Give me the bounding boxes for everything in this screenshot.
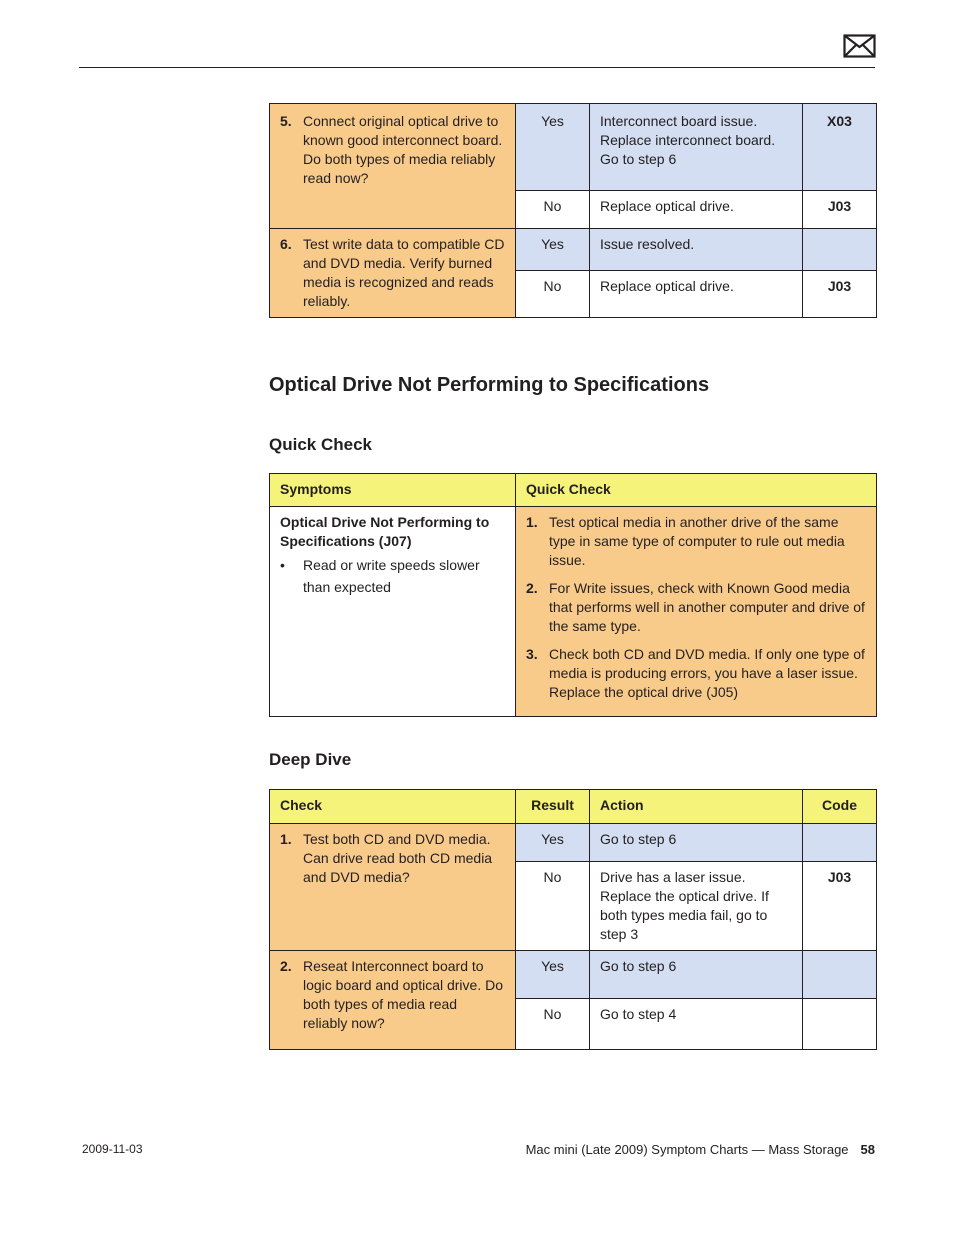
- quick-check-table: [269, 473, 877, 717]
- check-cell: [270, 229, 516, 318]
- code-cell: J03: [803, 862, 877, 951]
- deep-dive-heading: Deep Dive: [269, 750, 352, 769]
- step-text: Reseat Interconnect board to logic board and optical drive. Do both types of media read reliably now?: [303, 958, 504, 1031]
- step-text: Test write data to compatible CD and DVD media. Verify burned media is recognized and reads reliably.: [303, 236, 505, 309]
- list-item: [526, 579, 866, 636]
- symptom-text: Read or write speeds slower than expected: [303, 557, 480, 595]
- bullet: •: [280, 557, 285, 573]
- quick-check-steps: [516, 507, 877, 717]
- symptom-title: Optical Drive Not Performing to Specifications (J07): [280, 514, 490, 549]
- page-number: 58: [860, 1142, 875, 1157]
- result-cell: Yes: [516, 824, 590, 862]
- result-header: Result: [516, 790, 590, 824]
- action-header: Action: [590, 790, 803, 824]
- action-cell: Interconnect board issue. Replace interconnect board. Go to step 6: [590, 104, 803, 191]
- section-title: Optical Drive Not Performing to Specifications: [269, 374, 710, 396]
- step-text: Test both CD and DVD media. Can drive read both CD media and DVD media?: [303, 831, 493, 885]
- check-header: Check: [270, 790, 516, 824]
- step-number: 5.: [280, 113, 292, 129]
- action-cell: Go to step 6: [590, 951, 803, 999]
- footer: [526, 1142, 875, 1157]
- step-number: 1.: [280, 831, 292, 847]
- symptoms-header: Symptoms: [270, 474, 516, 507]
- step-number: 2.: [280, 958, 292, 974]
- code-cell: [803, 824, 877, 862]
- result-cell: Yes: [516, 951, 590, 999]
- step-number: 2.: [526, 580, 538, 596]
- footer-date: 2009-11-03: [82, 1142, 143, 1156]
- check-cell: [270, 951, 516, 1050]
- quick-check-heading: Quick Check: [269, 435, 372, 454]
- check-cell: [270, 824, 516, 951]
- code-cell: [803, 999, 877, 1050]
- code-cell: J03: [803, 271, 877, 318]
- check-cell: [270, 104, 516, 229]
- step-number: 1.: [526, 514, 538, 530]
- step-text: For Write issues, check with Known Good media that performs well in another computer and drive of the same type.: [549, 580, 865, 634]
- action-cell: Issue resolved.: [590, 229, 803, 271]
- list-item: [526, 645, 866, 702]
- result-cell: No: [516, 271, 590, 318]
- action-cell: Go to step 6: [590, 824, 803, 862]
- mail-icon[interactable]: [843, 34, 876, 58]
- symptom-bullet-item: [280, 554, 505, 598]
- step-text: Check both CD and DVD media. If only one type of media is producing errors, you have a laser issue. Replace the optical drive (J05): [549, 646, 865, 700]
- result-cell: No: [516, 999, 590, 1050]
- result-cell: Yes: [516, 229, 590, 271]
- action-cell: Go to step 4: [590, 999, 803, 1050]
- result-cell: No: [516, 862, 590, 951]
- quick-check-header: Quick Check: [516, 474, 877, 507]
- step-number: 3.: [526, 646, 538, 662]
- code-header: Code: [803, 790, 877, 824]
- list-item: [526, 513, 866, 570]
- code-cell: [803, 951, 877, 999]
- footer-title: Mac mini (Late 2009) Symptom Charts — Mass Storage: [525, 1142, 849, 1157]
- result-cell: Yes: [516, 104, 590, 191]
- code-cell: X03: [803, 104, 877, 191]
- symptom-cell: [270, 507, 516, 717]
- result-cell: No: [516, 191, 590, 229]
- action-cell: Drive has a laser issue. Replace the optical drive. If both types media fail, go to step 3: [590, 862, 803, 951]
- step-text: Test optical media in another drive of the same type in same type of computer to rule out media issue.: [549, 514, 845, 568]
- deep-dive-table-continued: [269, 103, 877, 318]
- step-text: Connect original optical drive to known good interconnect board. Do both types of media reliably read now?: [303, 113, 503, 186]
- deep-dive-table: [269, 789, 877, 1050]
- code-cell: J03: [803, 191, 877, 229]
- action-cell: Replace optical drive.: [590, 191, 803, 229]
- step-number: 6.: [280, 236, 292, 252]
- code-cell: [803, 229, 877, 271]
- header-rule: [79, 67, 875, 68]
- action-cell: Replace optical drive.: [590, 271, 803, 318]
